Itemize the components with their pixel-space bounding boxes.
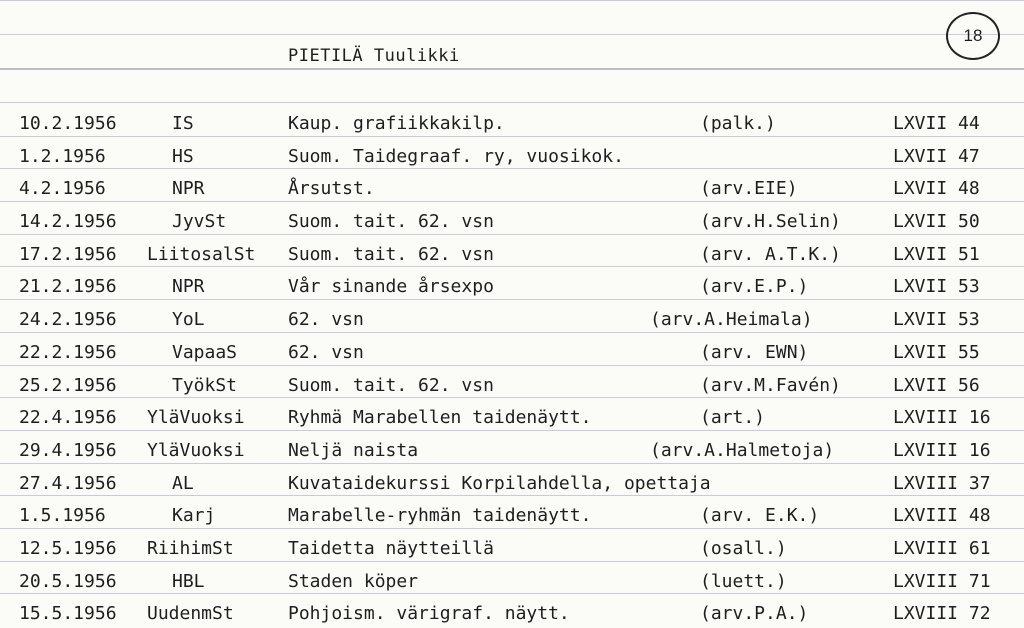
entry-note: (arv.A.Halmetoja): [650, 439, 835, 461]
entry-paper: RiihimSt: [147, 537, 234, 559]
entry-paper: HS: [172, 145, 194, 167]
entry-title: Marabelle-ryhmän taidenäytt.: [288, 505, 592, 527]
entry-ref: LXVIII 48: [893, 505, 991, 527]
entry-note: (luett.): [700, 570, 787, 592]
entry-date: 1.2.1956: [19, 145, 106, 167]
entry-row: [0, 431, 1024, 464]
entry-ref: LXVII 53: [893, 309, 980, 331]
entry-note: (osall.): [700, 537, 787, 559]
entry-ref: LXVIII 71: [893, 570, 991, 592]
entry-row: [0, 464, 1024, 497]
entry-note: (arv.E.P.): [700, 276, 809, 298]
entry-title: Årsutst.: [288, 178, 375, 200]
entry-title: Vår sinande årsexpo: [288, 276, 494, 298]
entry-ref: LXVIII 72: [893, 603, 991, 625]
entry-date: 4.2.1956: [19, 178, 106, 200]
entry-ref: LXVII 56: [893, 374, 980, 396]
entry-date: 27.4.1956: [19, 472, 117, 494]
entry-row: [0, 267, 1024, 300]
entry-ref: LXVIII 61: [893, 537, 991, 559]
entry-paper: NPR: [172, 178, 205, 200]
ruled-line: [0, 0, 1024, 1]
entry-note: (arv.P.A.): [700, 603, 809, 625]
entry-date: 21.2.1956: [19, 276, 117, 298]
entry-row: [0, 398, 1024, 431]
entry-date: 15.5.1956: [19, 603, 117, 625]
entry-date: 14.2.1956: [19, 211, 117, 233]
entry-title: Kaup. grafiikkakilp.: [288, 113, 505, 134]
entry-date: 1.5.1956: [19, 505, 106, 527]
entry-note: (arv.A.Heimala): [650, 309, 813, 331]
entry-ref: LXVII 53: [893, 276, 980, 298]
entry-paper: TyökSt: [172, 374, 238, 396]
entry-row: [0, 562, 1024, 595]
entry-paper: NPR: [172, 276, 205, 298]
entry-ref: LXVII 48: [893, 178, 980, 200]
entry-paper: Karj: [172, 505, 216, 527]
entry-ref: LXVII 47: [893, 145, 980, 167]
entry-date: 10.2.1956: [19, 113, 117, 134]
entry-ref: LXVII 50: [893, 211, 980, 233]
entry-note: (arv.H.Selin): [700, 211, 841, 233]
entry-row: [0, 366, 1024, 399]
entry-note: (arv. A.T.K.): [700, 243, 841, 265]
entry-row: [0, 202, 1024, 235]
entry-title: Neljä naista: [288, 439, 419, 461]
entry-paper: VapaaS: [172, 341, 238, 363]
card-number: 18: [946, 12, 1000, 60]
entry-date: 20.5.1956: [19, 570, 117, 592]
entry-title: Ryhmä Marabellen taidenäytt.: [288, 407, 592, 429]
entry-ref: LXVIII 37: [893, 472, 991, 494]
entry-date: 12.5.1956: [19, 537, 117, 559]
entry-note: (arv. E.K.): [700, 505, 820, 527]
entry-date: 22.4.1956: [19, 407, 117, 429]
entry-row: [0, 496, 1024, 529]
header-rule: [0, 68, 1024, 70]
entry-title: 62. vsn: [288, 309, 364, 331]
entry-date: 17.2.1956: [19, 243, 117, 265]
entry-title: Suom. tait. 62. vsn: [288, 211, 494, 233]
entry-note: (arv. EWN): [700, 341, 809, 363]
entry-row: [0, 529, 1024, 562]
entry-note: (art.): [700, 407, 766, 429]
entry-title: Suom. Taidegraaf. ry, vuosikok.: [288, 145, 624, 167]
entry-title: Suom. tait. 62. vsn: [288, 243, 494, 265]
entry-ref: LXVII 51: [893, 243, 980, 265]
entry-row: [0, 104, 1024, 137]
entry-note: (arv.M.Favén): [700, 374, 841, 396]
entry-ref: LXVIII 16: [893, 407, 991, 429]
entry-date: 24.2.1956: [19, 309, 117, 331]
artist-name: PIETILÄ Tuulikki: [288, 46, 460, 66]
entry-title: 62. vsn: [288, 341, 364, 363]
entry-paper: YläVuoksi: [147, 439, 245, 461]
entry-row: [0, 300, 1024, 333]
entry-row: [0, 169, 1024, 202]
entry-paper: AL: [172, 472, 194, 494]
entry-ref: LXVIII 16: [893, 439, 991, 461]
entry-row: [0, 137, 1024, 170]
entry-note: (arv.EIE): [700, 178, 798, 200]
entries-list: [0, 104, 1024, 627]
entry-paper: UudenmSt: [147, 603, 234, 625]
entry-paper: YläVuoksi: [147, 407, 245, 429]
entry-date: 29.4.1956: [19, 439, 117, 461]
entry-date: 25.2.1956: [19, 374, 117, 396]
entry-date: 22.2.1956: [19, 341, 117, 363]
entry-row: [0, 333, 1024, 366]
entry-paper: LiitosalSt: [147, 243, 256, 265]
entry-title: Pohjoism. värigraf. näytt.: [288, 603, 570, 625]
entry-note: (palk.): [700, 113, 776, 134]
entry-title: Taidetta näytteillä: [288, 537, 494, 559]
entry-title: Kuvataidekurssi Korpilahdella, opettaja: [288, 472, 711, 494]
entry-title: Staden köper: [288, 570, 419, 592]
entry-paper: JyvSt: [172, 211, 227, 233]
entry-paper: YoL: [172, 309, 205, 331]
entry-paper: HBL: [172, 570, 205, 592]
entry-row: [0, 235, 1024, 268]
entry-ref: LXVII 44: [893, 113, 980, 134]
entry-ref: LXVII 55: [893, 341, 980, 363]
ruled-line: [0, 34, 1024, 35]
entry-title: Suom. tait. 62. vsn: [288, 374, 494, 396]
ruled-line: [0, 102, 1024, 103]
entry-row: [0, 594, 1024, 627]
entry-paper: IS: [172, 113, 194, 134]
